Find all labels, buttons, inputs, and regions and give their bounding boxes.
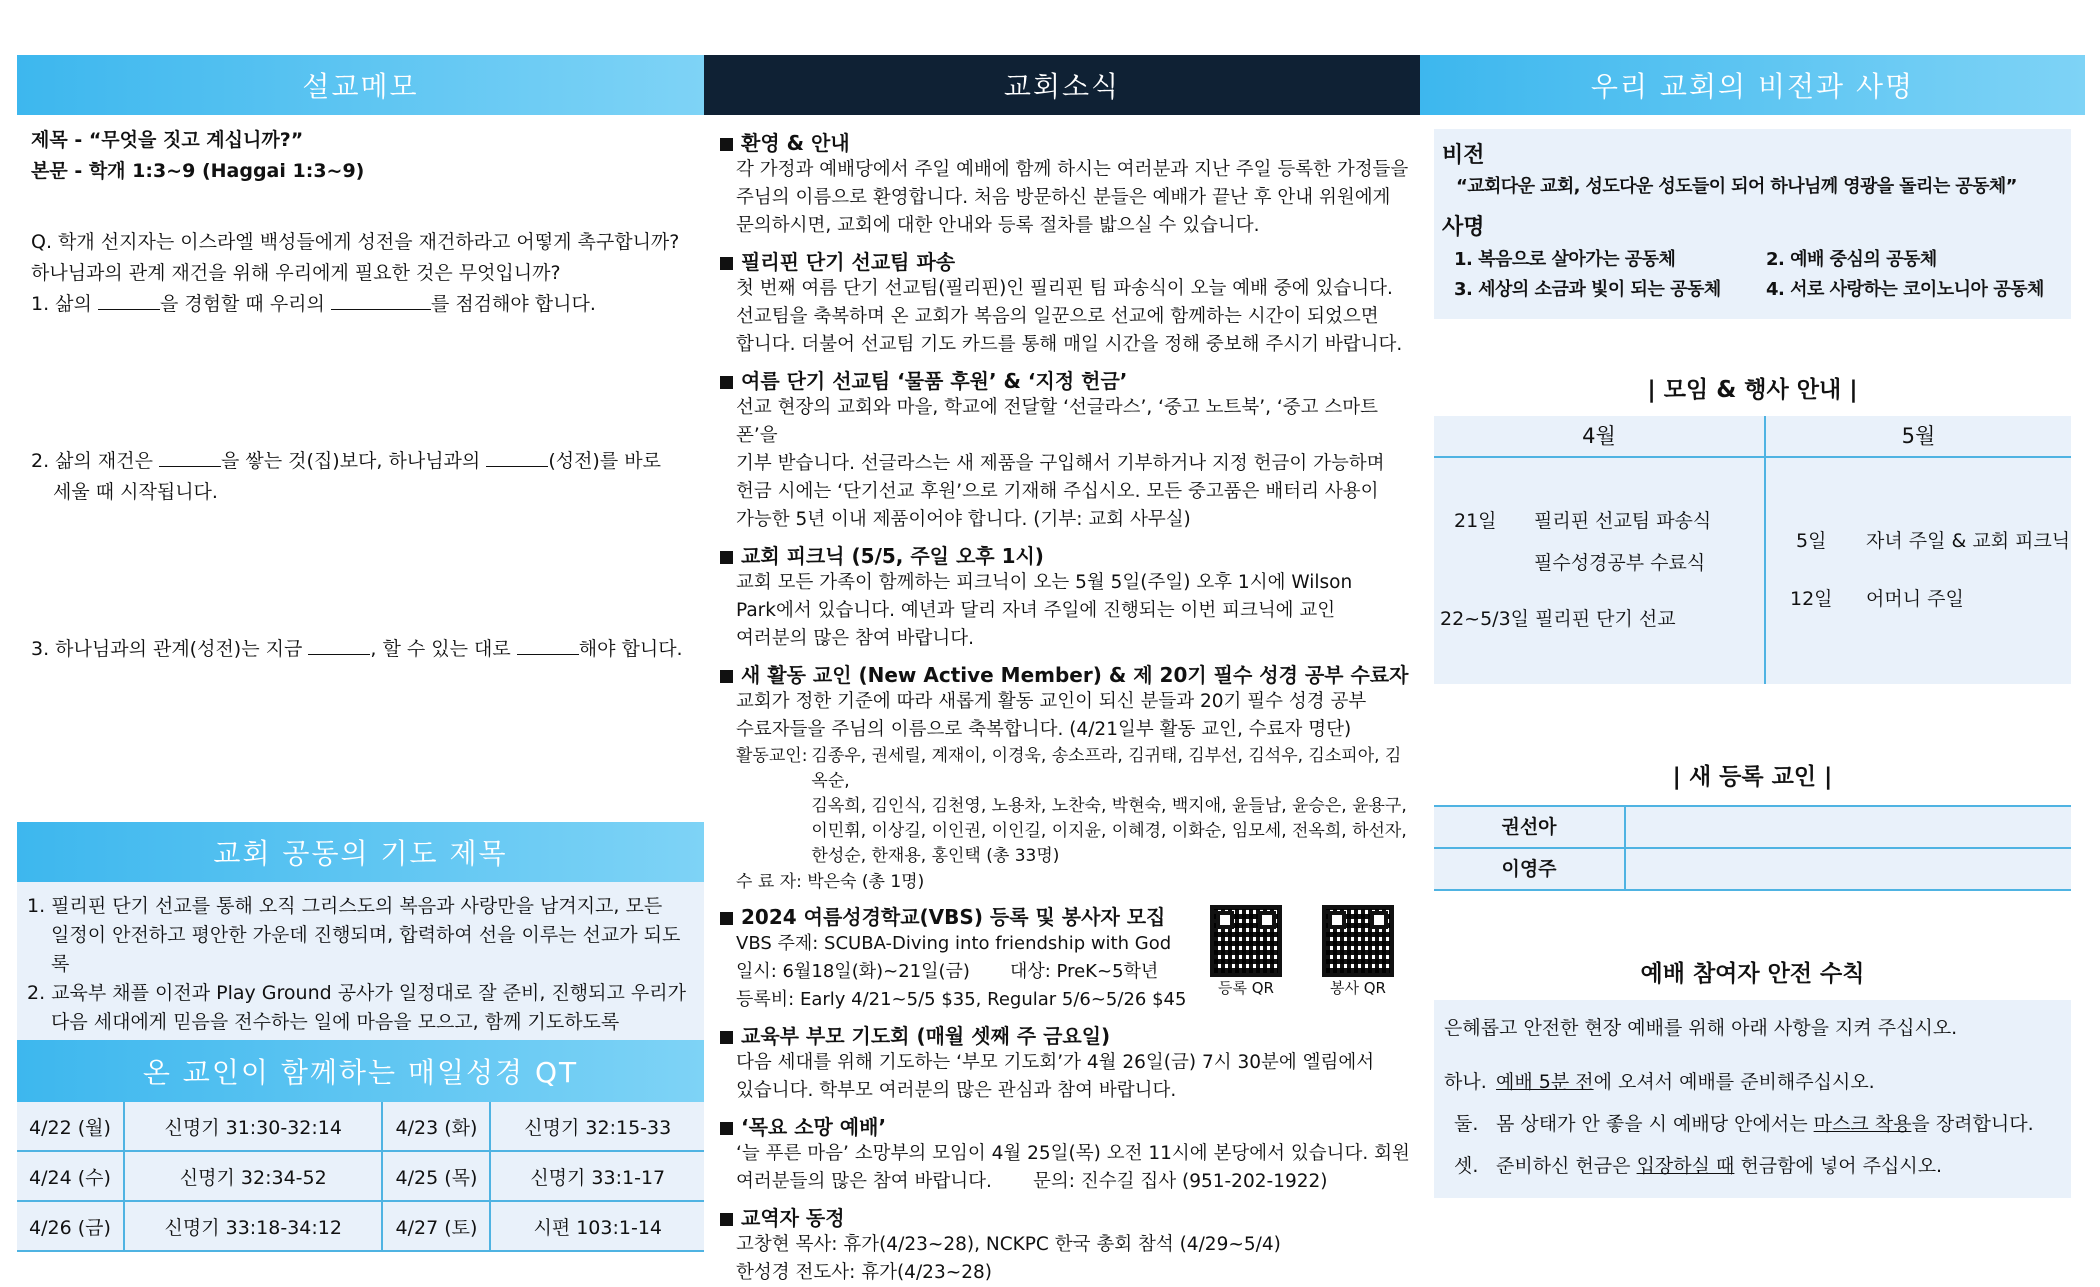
text: 문의하시면, 교회에 대한 안내와 등록 절차를 밟으실 수 있습니다. [736,215,1260,236]
qt-passage: 신명기 33:18-34:12 [124,1201,382,1251]
qt-section [17,1040,704,1252]
text: 마스크 착용 [1813,1113,1912,1135]
table-row [17,1102,704,1151]
text: 수료자들을 주님의 이름으로 축복합니다. (4/21일부 활동 교인, 수료자 명단) [736,719,1352,740]
news-section-body [720,688,1412,895]
mission-item: 1. 복음으로 살아가는 공동체 [1454,249,1676,270]
text: 첫 번째 여름 단기 선교팀(필리핀)인 필리핀 팀 파송식이 오늘 예배 중에 있습니다. [736,278,1393,299]
text: 기부 받습니다. 선글라스는 새 제품을 구입해서 기부하거나 지정 헌금이 가능하며 [736,453,1385,474]
text: 에 오셔서 예배를 준비해주십시오. [1593,1071,1875,1093]
news-section-title [720,901,1412,930]
bullet-square-icon [720,551,733,564]
rule-number: 하나. [1444,1071,1487,1093]
qt-date: 4/26 (금) [17,1201,124,1251]
text: 각 가정과 예배당에서 주일 예배에 함께 하시는 여러분과 지난 주일 등록한 가정들을 [736,159,1409,180]
text: 을 경험할 때 우리의 [159,293,325,315]
news-section-body [720,156,1412,240]
text: 한성순, 한재용, 홍인택 (총 33명) [811,846,1060,866]
fill-blank [159,448,221,467]
bullet-square-icon [720,1031,733,1044]
text: Park에서 있습니다. 예년과 달리 자녀 주일에 진행되는 이번 피크닉에 교인 [736,600,1336,621]
text: 김옥희, 김인식, 김천영, 노용차, 노찬숙, 박현숙, 백지애, 윤들남, 윤승은, 윤용구, [811,796,1407,816]
sermon-question-2: 하나님과의 관계 재건을 위해 우리에게 필요한 것은 무엇입니까? [31,262,561,284]
mission-item: 3. 세상의 소금과 빛이 되는 공동체 [1454,279,1721,300]
event-text: 필수성경공부 수료식 [1534,552,1706,574]
bullet-square-icon [720,1213,733,1226]
table-row [1434,849,2071,891]
qt-passage: 시편 103:1-14 [490,1201,704,1251]
qt-passage: 신명기 32:34-52 [124,1151,382,1201]
text: 여름 단기 선교팀 ‘물품 후원’ & ‘지정 헌금’ [741,369,1128,393]
sermon-scripture: 본문 - 학개 1:3~9 (Haggai 1:3~9) [31,160,365,182]
prayer-item-1-cont: 일정이 안전하고 평안한 가운데 진행되며, 합력하여 선을 이루는 선교가 되도록 [51,924,681,975]
event-date: 12일 [1790,588,1833,610]
vision-column [1420,55,2085,1198]
table-row [1434,807,2071,849]
news-section-title [720,659,1412,688]
news-section-body [720,1231,1412,1287]
safety-panel [1434,1000,2071,1198]
bullet-square-icon [720,138,733,151]
prayer-item-2-cont: 다음 세대에게 믿음을 전수하는 일에 마음을 모으고, 함께 기도하도록 [51,1011,620,1033]
news-section-title [720,540,1412,569]
text: 입장하실 때 [1636,1155,1735,1177]
sermon-title: 제목 - “무엇을 짓고 계십니까?” [31,129,304,151]
bullet-square-icon [720,257,733,270]
safety-intro: 은혜롭고 안전한 현장 예배를 위해 아래 사항을 지켜 주십시오. [1444,1017,1958,1039]
qt-date: 4/22 (월) [17,1102,124,1151]
bullet-square-icon [720,376,733,389]
text: , 할 수 있는 대로 [370,638,511,660]
text: 해야 합니다. [578,638,683,660]
text: 환영 & 안내 [741,131,850,155]
qt-passage: 신명기 32:15-33 [490,1102,704,1151]
qt-header: 온 교인이 함께하는 매일성경 QT [17,1040,704,1102]
text: 2024 여름성경학교(VBS) 등록 및 봉사자 모집 [741,905,1166,929]
qt-date: 4/27 (토) [382,1201,490,1251]
news-section-title [720,1020,1412,1049]
bullet-square-icon [720,912,733,925]
qr-label: 봉사 QR [1330,979,1386,997]
text: 있습니다. 학부모 여러분의 많은 관심과 참여 바랍니다. [736,1080,1177,1101]
sermon-column [17,55,704,665]
fill-blank [486,448,548,467]
text: 교회 피크닉 (5/5, 주일 오후 1시) [741,544,1044,568]
month-april: 4월 [1434,416,1766,456]
bullet-square-icon [720,1122,733,1135]
qr-code-icon[interactable] [1210,905,1282,977]
text: ‘목요 소망 예배’ [741,1115,887,1139]
table-row [17,1151,704,1201]
news-section-body [720,1140,1412,1196]
mission-label: 사명 [1442,215,1485,240]
text: 준비하신 헌금은 [1496,1155,1631,1177]
news-section-title [720,127,1412,156]
safety-rule [1444,1150,2061,1182]
text: 한성경 전도사: 휴가(4/23~28) [736,1262,992,1283]
news-header: 교회소식 [704,55,1420,115]
rule-number: 둘. [1454,1113,1479,1135]
news-section-title [720,1202,1412,1231]
table-row [17,1201,704,1251]
text: 2. 삶의 재건은 [31,450,153,472]
news-section-title [720,1111,1412,1140]
news-section-body [720,569,1412,653]
qr-volunteer[interactable] [1322,905,1394,998]
news-section-title [720,246,1412,275]
bullet-square-icon [720,670,733,683]
qt-date: 4/23 (화) [382,1102,490,1151]
text: VBS 주제: SCUBA-Diving into friendship with God [736,933,1172,954]
sermon-point-3 [31,634,690,665]
prayer-item-1: 1. 필리핀 단기 선교를 통해 오직 그리스도의 복음과 사랑만을 남겨지고, 모든 [27,895,663,917]
text: 를 점검해야 합니다. [430,293,596,315]
text: 가능한 5년 이내 제품이어야 합니다. (기부: 교회 사무실) [736,509,1191,530]
text: 교육부 부모 기도회 (매월 셋째 주 금요일) [741,1024,1111,1048]
text: 새 활동 교인 (New Active Member) & 제 20기 필수 성경 공부 수료자 [741,663,1409,687]
text: 3. 하나님과의 관계(성전)는 지금 [31,638,303,660]
sermon-header: 설교메모 [17,55,704,115]
news-section-body [720,1049,1412,1105]
members-list [736,744,1412,869]
text: 예배 5분 전 [1496,1071,1594,1093]
news-section-body [720,275,1412,359]
qr-register[interactable] [1210,905,1282,998]
text: 김종우, 권세릴, 계재이, 이경욱, 송소프라, 김귀태, 김부선, 김석우, 김소피아, 김옥순, [811,746,1402,791]
divider [1764,456,1766,684]
text: 선교 현장의 교회와 마을, 학교에 전달할 ‘선글라스’, ‘중고 노트북’, ‘중고 스마트폰’을 [736,397,1378,446]
mission-list [1442,245,2063,305]
event-date: 21일 [1454,510,1497,532]
prayer-section [17,822,704,1047]
vision-panel [1434,129,2071,319]
safety-title: 예배 참여자 안전 수칙 [1640,961,1865,987]
text: 주님의 이름으로 환영합니다. 처음 방문하신 분들은 예배가 끝난 후 안내 위원에게 [736,187,1391,208]
text: 대상: PreK~5학년 [1010,961,1159,982]
news-section-body [720,930,1412,1014]
month-may: 5월 [1901,424,1936,448]
graduates: 수 료 자: 박은숙 (총 1명) [736,872,925,892]
text: 1. 삶의 [31,293,92,315]
new-members-title: | 새 등록 교인 | [1672,764,1833,790]
new-members-table [1434,805,2071,891]
text: 일시: 6월18일(화)~21일(금) [736,961,970,982]
vision-text: “교회다운 교회, 성도다운 성도들이 되어 하나님께 영광을 돌리는 공동체” [1456,176,2017,197]
text: 교역자 동정 [741,1206,845,1230]
event-text: 22~5/3일 필리핀 단기 선교 [1440,608,1676,630]
event-text: 필리핀 선교팀 파송식 [1534,510,1712,532]
fill-blank [98,291,160,310]
fill-blank [308,636,370,655]
event-date: 5일 [1796,530,1827,552]
text: 선교팀을 축복하며 온 교회가 복음의 일꾼으로 선교에 함께하는 시간이 되었으면 [736,306,1379,327]
text: 을 장려합니다. [1911,1113,2034,1135]
text: 합니다. 더불어 선교팀 기도 카드를 통해 매일 시간을 정해 중보해 주시기 바랍니다. [736,334,1403,355]
text: 활동교인: [736,746,808,766]
qt-date: 4/24 (수) [17,1151,124,1201]
qr-label: 등록 QR [1218,979,1274,997]
qr-code-icon[interactable] [1322,905,1394,977]
text: 몸 상태가 안 좋을 시 예배당 안에서는 [1496,1113,1808,1135]
mission-item: 2. 예배 중심의 공동체 [1766,249,1937,270]
text: 이민휘, 이상길, 이인권, 이인길, 이지윤, 이혜경, 이화순, 임모세, 전옥희, 하선자, [811,821,1407,841]
news-section-body [720,394,1412,534]
sermon-point-2-cont: 세울 때 시작됩니다. [53,481,218,503]
text: 을 쌓는 것(집)보다, 하나님과의 [221,450,481,472]
text: 교회 모든 가족이 함께하는 피크닉이 오는 5월 5일(주일) 오후 1시에 Wilson [736,572,1353,593]
vbs-section [720,901,1412,1014]
fill-blank [331,291,431,310]
qt-passage: 신명기 33:1-17 [490,1151,704,1201]
text: 등록비: Early 4/21~5/5 $35, Regular 5/6~5/26 $45 [736,989,1187,1010]
mission-item: 4. 서로 사랑하는 코이노니아 공동체 [1766,279,2044,300]
news-column [704,55,1420,1287]
sermon-point-2 [31,446,690,477]
safety-rule [1444,1066,2061,1098]
events-title: | 모임 & 행사 안내 | [1647,377,1858,403]
qt-table [17,1102,704,1252]
member-name: 이영주 [1434,849,1626,889]
text: 여러분들의 많은 참여 바랍니다. 문의: 진수길 집사 (951-202-1922) [736,1171,1328,1192]
text: 교회가 정한 기준에 따라 새롭게 활동 교인이 되신 분들과 20기 필수 성경 공부 [736,691,1367,712]
text: 필리핀 단기 선교팀 파송 [741,250,956,274]
event-text: 어머니 주일 [1866,588,1964,610]
fill-blank [517,636,579,655]
qt-date: 4/25 (목) [382,1151,490,1201]
events-head-row [1434,416,2071,458]
vision-header: 우리 교회의 비전과 사명 [1420,55,2085,115]
sermon-point-1 [31,289,690,320]
text: (성전)를 바로 [548,450,661,472]
qt-passage: 신명기 31:30-32:14 [124,1102,382,1151]
news-section-title [720,365,1412,394]
rule-number: 셋. [1454,1155,1479,1177]
sermon-question-1: Q. 학개 선지자는 이스라엘 백성들에게 성전을 재건하라고 어떻게 촉구합니까? [31,231,680,253]
vision-label: 비전 [1442,143,1485,168]
event-text: 자녀 주일 & 교회 피크닉 [1866,530,2071,552]
text: 고창현 목사: 휴가(4/23~28), NCKPC 한국 총회 참석 (4/29~5/4) [736,1234,1281,1255]
member-name: 권선아 [1434,807,1626,847]
text: ‘늘 푸른 마음’ 소망부의 모임이 4월 25일(목) 오전 11시에 본당에서 있습니다. 회원 [736,1143,1410,1164]
prayer-item-2: 2. 교육부 채플 이전과 Play Ground 공사가 일정대로 잘 준비, 진행되고 우리가 [27,982,686,1004]
text: 헌금함에 넣어 주십시오. [1740,1155,1943,1177]
text: 다음 세대를 위해 기도하는 ‘부모 기도회’가 4월 26일(금) 7시 30분에 엘림에서 [736,1052,1375,1073]
events-panel [1434,416,2071,684]
prayer-header: 교회 공동의 기도 제목 [17,822,704,882]
text: 헌금 시에는 ‘단기선교 후원’으로 기재해 주십시오. 모든 중고품은 배터리 사용이 [736,481,1379,502]
safety-rule [1444,1108,2061,1140]
text: 여러분의 많은 참여 바랍니다. [736,628,974,649]
